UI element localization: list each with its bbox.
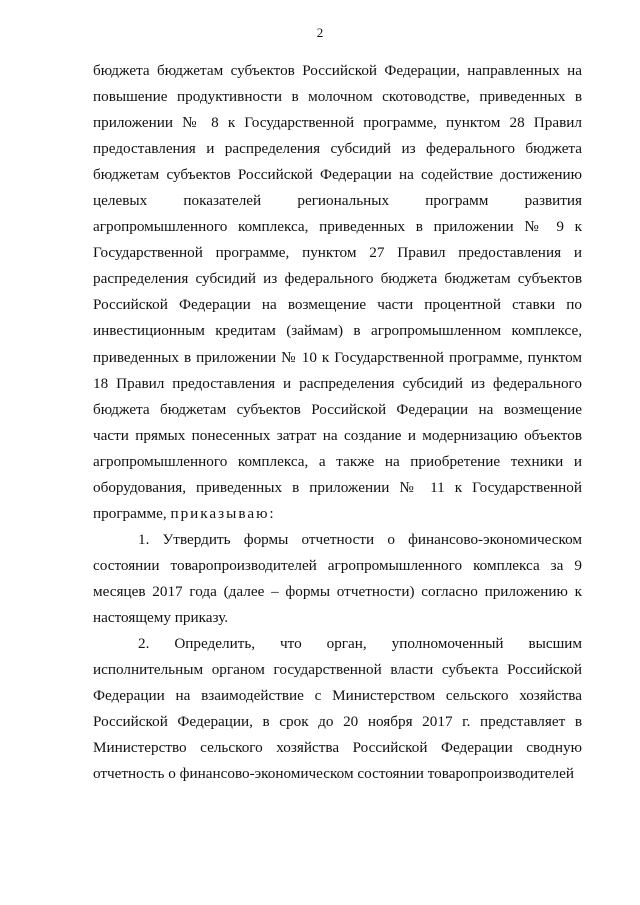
item-2-paragraph: 2. Определить, что орган, уполномоченный высшим исполнительным органом государственной власти субъекта Российской Федерации на взаимодействие с Министерством сельского хозяйства Российской Федерации, в срок до 20 ноября 2017 г. представляет в Министерство сельского хозяйства Российской Федерации сводную отчетность о финансово-экономическом состоянии товаропроизводителей: [93, 635, 582, 783]
document-body: [93, 58, 582, 787]
intro-text: бюджета бюджетам субъектов Российской Федерации, направленных на повышение продуктивности в молочном скотоводстве, приведенных в приложении № 8 к Государственной программе, пунктом 28 Правил предоставления и распределения субсидий из федерального бюджета бюджетам субъектов Российской Федерации на содействие достижению целевых показателей региональных программ развития агропромышленного комплекса, приведенных в приложении № 9 к Государственной программе, пунктом 27 Правил предоставления и распределения субсидий из федерального бюджета бюджетам субъектов Российской Федерации на возмещение части процентной ставки по инвестиционным кредитам (займам) в агропромышленном комплексе, приведенных в приложении № 10 к Государственной программе, пунктом 18 Правил предоставления и распределения субсидий из федерального бюджета бюджетам субъектов Российской Федерации на возмещение части прямых понесенных затрат на создание и модернизацию объектов агропромышленного комплекса, а также на приобретение техники и оборудования, приведенных в приложении № 11 к Государственной программе,: [93, 62, 582, 522]
intro-paragraph: [93, 58, 582, 527]
item-1-paragraph: 1. Утвердить формы отчетности о финансово-экономическом состоянии товаропроизводителей агропромышленного комплекса за 9 месяцев 2017 года (далее – формы отчетности) согласно приложению к настоящему приказу.: [93, 530, 582, 626]
page-number: 2: [316, 25, 324, 40]
command-word: приказываю:: [170, 504, 276, 522]
